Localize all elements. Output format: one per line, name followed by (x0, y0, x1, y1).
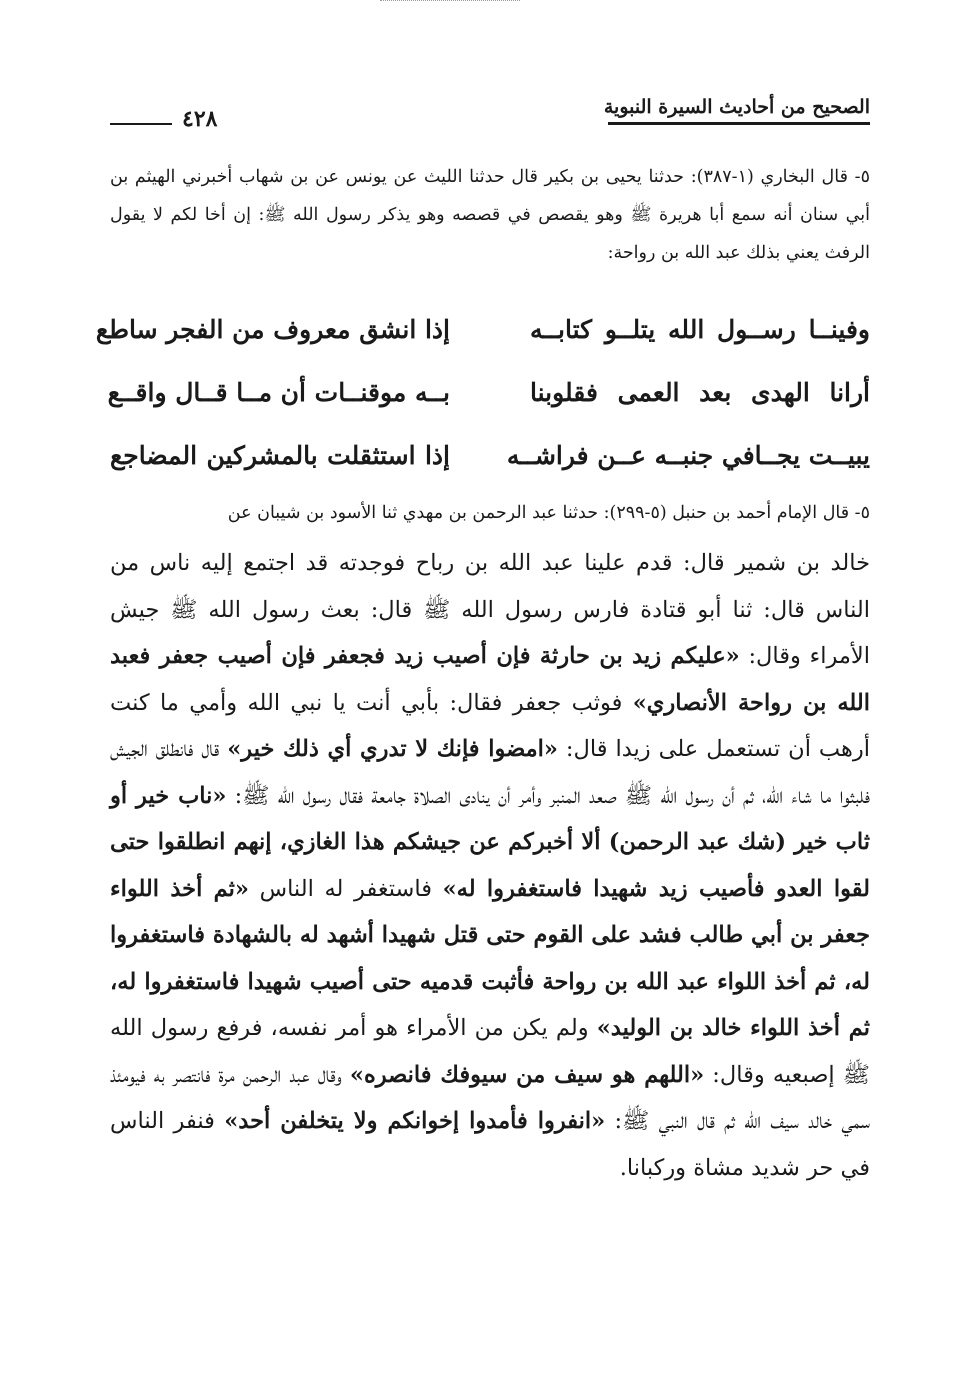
verse-second-hemistich: بــه موقنــات أن مــا قــال واقــع (107, 378, 450, 407)
verse-first-hemistich: وفينــا رســول الله يتلــو كتابــه (530, 315, 870, 344)
verse-first-hemistich: أرانا الهدى بعد العمى فقلوبنا (530, 378, 870, 407)
hadith-ahmad-paragraph (110, 540, 870, 1191)
hadith-ahmad-intro-line: ٥- قال الإمام أحمد بن حنبل (٥-٢٩٩): حدثنا عبد الرحمن بن مهدي ثنا الأسود بن شيبان عن (227, 503, 870, 523)
running-title: الصحيح من أحاديث السيرة النبوية (608, 96, 870, 125)
narration-text: قال فانطلق الجيش فلبثوا ما شاء الله، ثم أن رسول الله ﷺ صعد المنبر وأمر أن ينادى الصلاة جامعة فقال رسول الله ﷺ: (110, 736, 870, 809)
narration-text: ولم يكن من الأمراء هو أمر نفسه، فرفع رسول الله ﷺ إصبعيه وقال: (110, 1015, 870, 1088)
document-page (95, 90, 870, 1330)
prophetic-quote: «امضوا فإنك لا تدري أي ذلك خير» (227, 736, 558, 762)
narration-text: وقال عبد الرحمن مرة فانتصر به فيومئذ سمي خالد سيف الله ثم قال النبي ﷺ: (110, 1061, 870, 1134)
poem-block (95, 298, 870, 487)
prophetic-quote: «ثم أخذ اللواء جعفر بن أبي طالب فشد على القوم حتى قتل شهيدا أشهد له بالشهادة فاستغفروا له، ثم أخذ اللواء عبد الله بن رواحة فأثبت قدميه حتى أصيب شهيدا فاستغفروا له، ثم أخذ اللواء خالد بن الوليد» (110, 875, 870, 1041)
prophetic-quote: «انفروا فأمدوا إخوانكم ولا يتخلفن أحد» (224, 1108, 606, 1134)
verse-first-hemistich: يبيــت يجــافي جنبــه عــن فراشــه (506, 441, 870, 470)
poem-verse (110, 424, 870, 487)
poem-verse (95, 298, 870, 361)
narration-text: فوثب جعفر فقال: بأبي أنت يا نبي الله وأمي ما كنت أرهب أن تستعمل على زيدا قال: (110, 689, 870, 762)
running-header (110, 90, 870, 130)
page-top-mark (380, 0, 520, 1)
prophetic-quote: «اللهم هو سيف من سيوفك فانصره» (349, 1061, 705, 1088)
poem-verse (107, 361, 870, 424)
narration-text: خالد بن شمير قال: قدم علينا عبد الله بن رباح فوجدته قد اجتمع إليه ناس من الناس قال: ثنا أبو قتادة فارس رسول الله ﷺ قال: بعث رسول الله ﷺ جيش الأمراء وقال: (110, 550, 870, 669)
narration-text: فاستغفر له الناس (248, 875, 443, 902)
hadith-bukhari-paragraph: ٥- قال البخاري (١-٣٨٧): حدثنا يحيى بن بكير قال حدثنا الليث عن يونس عن بن شهاب أخبرني الهيثم بن أبي سنان أنه سمع أبا هريرة ﷺ وهو يقصص في قصصه وهو يذكر رسول الله ﷺ: إن أخا لكم لا يقول الرفث يعني بذلك عبد الله بن رواحة: (110, 167, 870, 263)
narration-text: فنفر الناس في حر شديد مشاة وركبانا. (110, 1108, 870, 1181)
verse-second-hemistich: إذا انشق معروف من الفجر ساطع (95, 315, 450, 344)
page-number-rule (110, 123, 172, 125)
page-number-block (110, 106, 217, 132)
prophetic-quote: «ناب خير أو ثاب خير (شك عبد الرحمن) ألا أخبركم عن جيشكم هذا الغازي، إنهم انطلقوا حتى لقوا العدو فأصيب زيد شهيدا فاستغفروا له» (110, 782, 870, 902)
verse-second-hemistich: إذا استثقلت بالمشركين المضاجع (110, 441, 450, 470)
page-number: ٤٢٨ (182, 106, 218, 132)
prophetic-quote: «عليكم زيد بن حارثة فإن أصيب زيد فجعفر فإن أصيب جعفر فعبد الله بن رواحة الأنصاري» (110, 643, 870, 716)
